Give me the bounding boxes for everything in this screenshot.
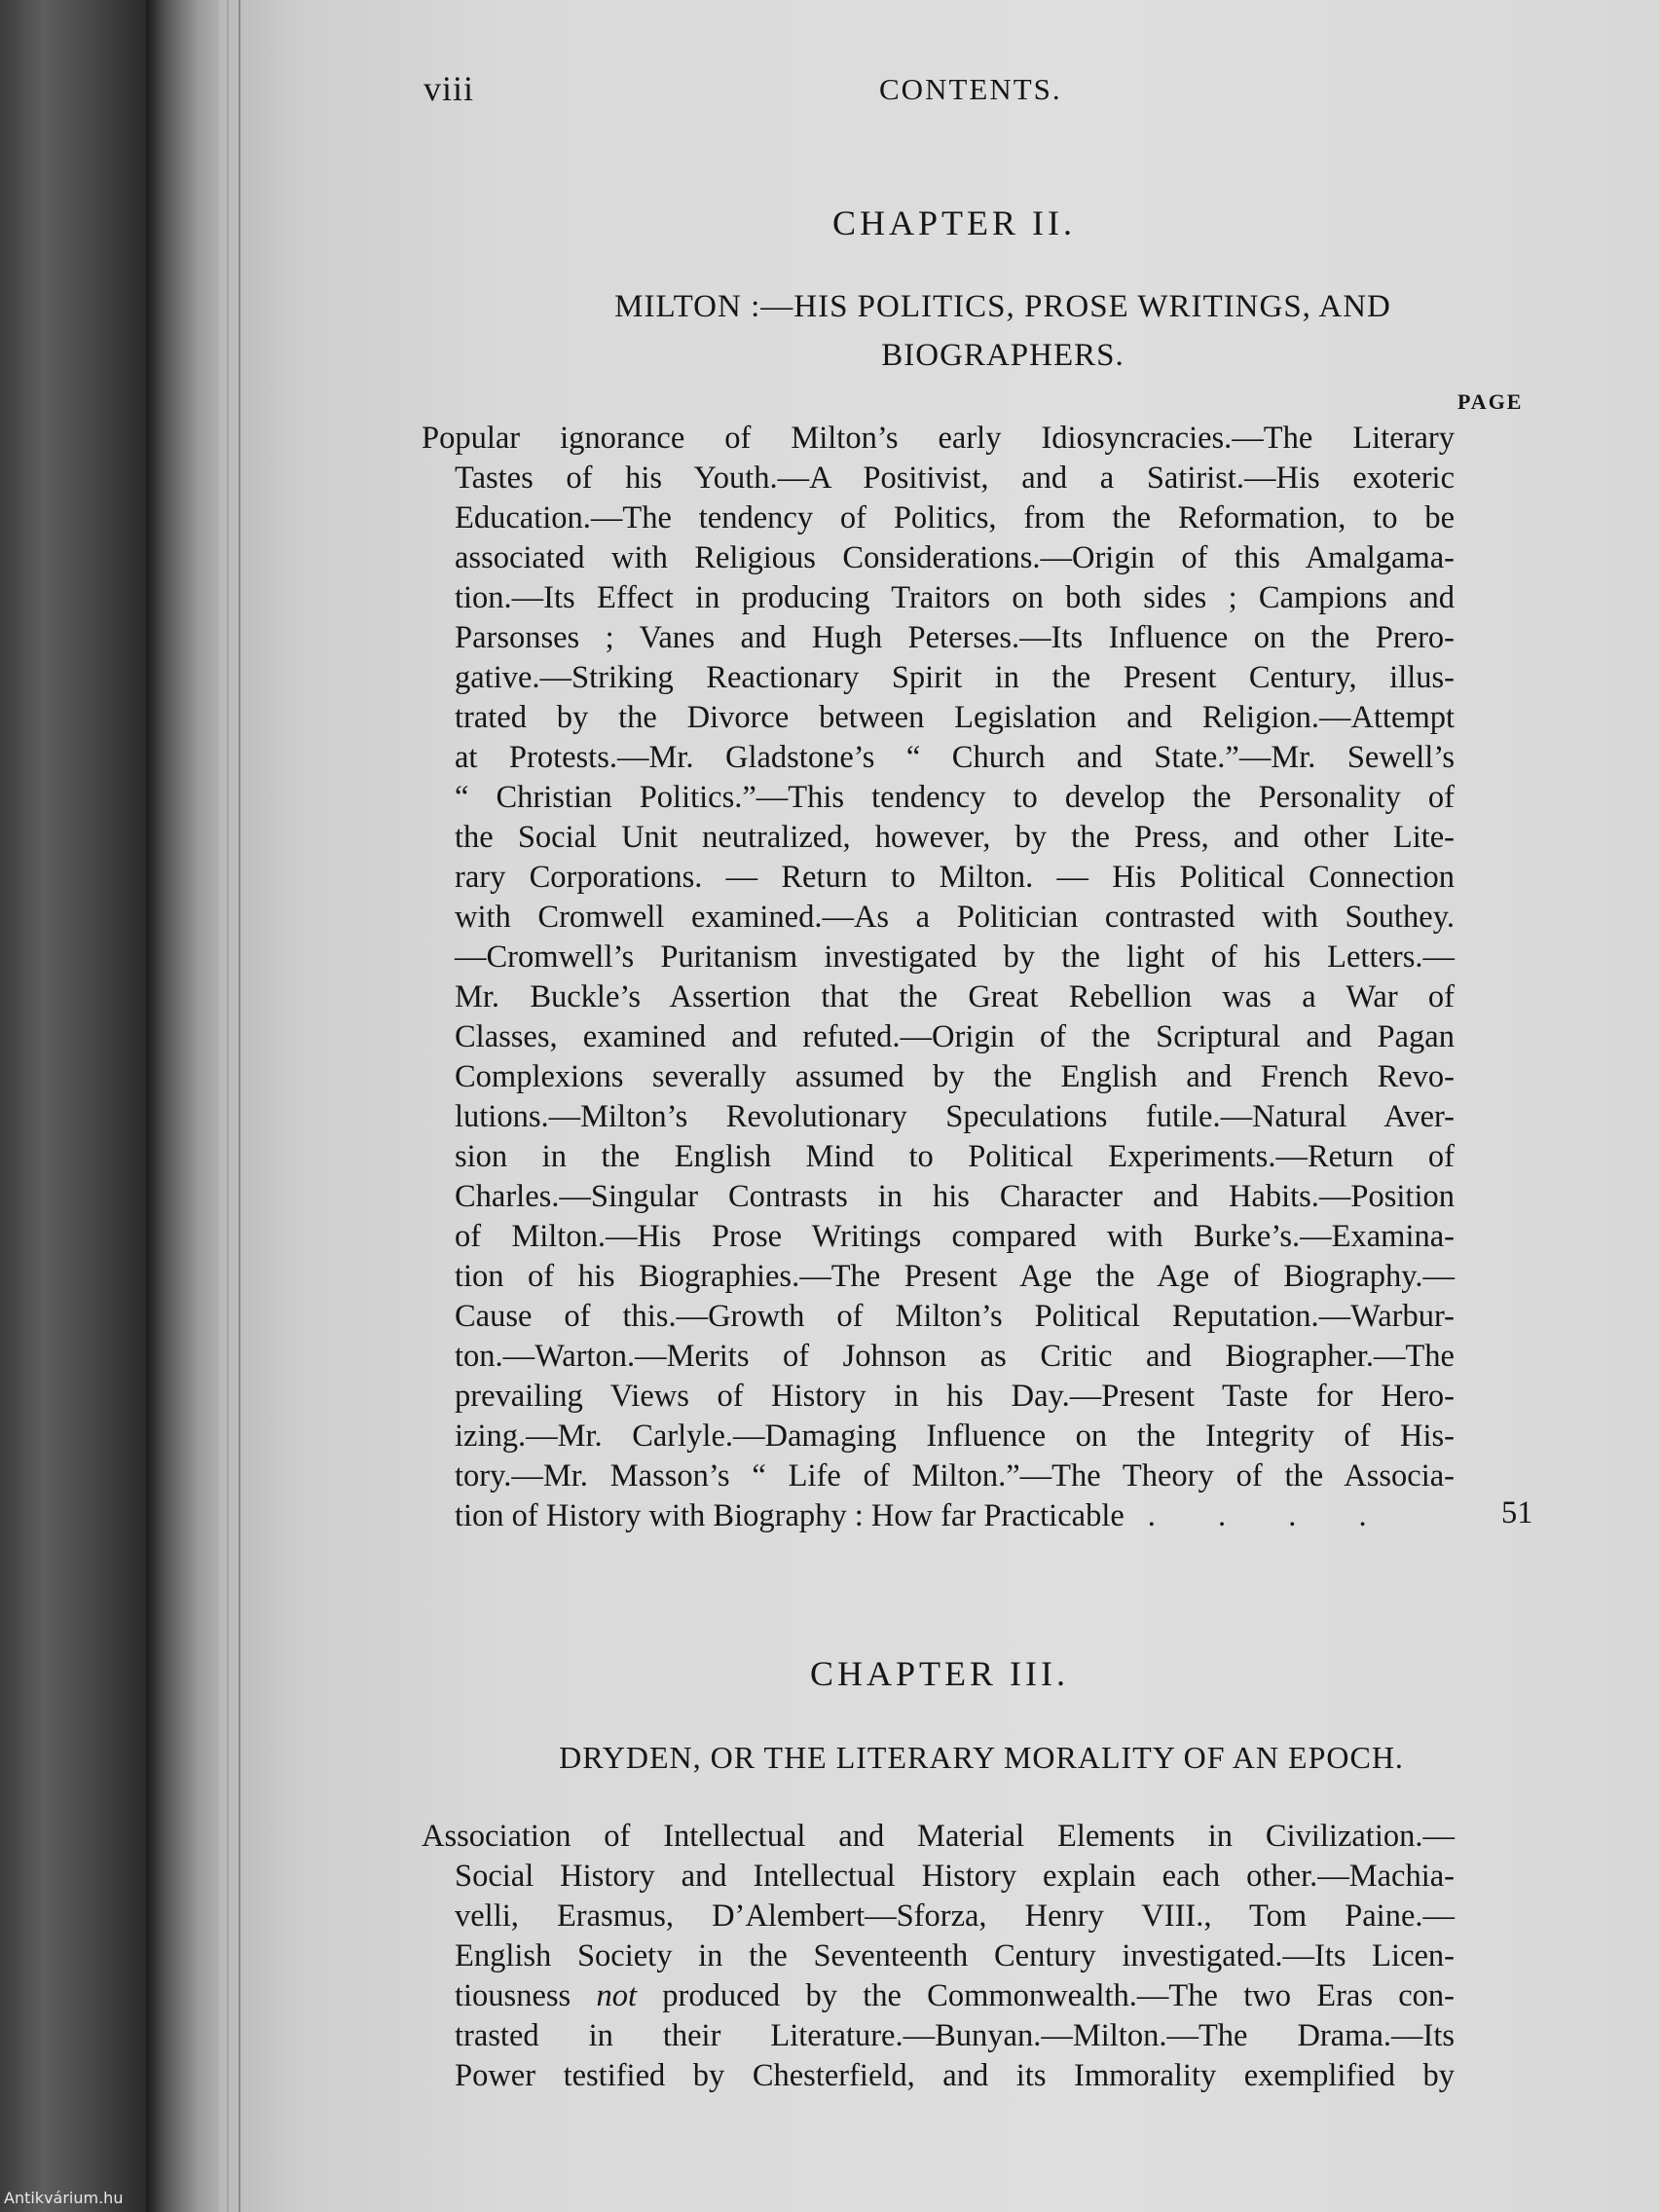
synopsis-line: Social History and Intellectual History explain each other.—Machia- [455, 1859, 1455, 1894]
synopsis-line: velli, Erasmus, D’Alembert—Sforza, Henry VIII., Tom Paine.— [455, 1899, 1455, 1934]
synopsis-line: at Protests.—Mr. Gladstone’s “ Church and State.”—Mr. Sewell’s [455, 740, 1455, 775]
synopsis-line: Mr. Buckle’s Assertion that the Great Rebellion was a War of [455, 979, 1455, 1014]
synopsis-line: tion of his Biographies.—The Present Age the Age of Biography.— [455, 1259, 1455, 1294]
synopsis-line: Education.—The tendency of Politics, from the Reformation, to be [455, 500, 1455, 535]
gutter-fold-line [227, 0, 229, 2212]
synopsis-line-text: produced by the Commonwealth.—The two Eras con- [636, 1978, 1455, 2013]
synopsis-line: Classes, examined and refuted.—Origin of the Scriptural and Pagan [455, 1019, 1455, 1054]
synopsis-line: “ Christian Politics.”—This tendency to develop the Personality of [455, 780, 1455, 815]
synopsis-line: of Milton.—His Prose Writings compared with Burke’s.—Examina- [455, 1219, 1455, 1254]
synopsis-line: ton.—Warton.—Merits of Johnson as Critic and Biographer.—The [455, 1339, 1455, 1374]
synopsis-line-text: tion of History with Biography : How far Practicable [455, 1498, 1124, 1533]
chapter-2-heading: CHAPTER II. [832, 203, 1076, 242]
synopsis-line: Association of Intellectual and Material Elements in Civilization.— [422, 1819, 1455, 1854]
chapter-2-title-line-2: BIOGRAPHERS. [881, 338, 1124, 373]
synopsis-line: trated by the Divorce between Legislation and Religion.—Attempt [455, 700, 1455, 735]
synopsis-line: Power testified by Chesterfield, and its Immorality exemplified by [455, 2058, 1455, 2093]
chapter-2-title [419, 282, 1587, 380]
synopsis-line: Charles.—Singular Contrasts in his Character and Habits.—Position [455, 1179, 1455, 1214]
chapter-2-synopsis [422, 419, 1659, 1536]
chapter-2-title-line-1: MILTON :—HIS POLITICS, PROSE WRITINGS, AND [614, 289, 1391, 324]
synopsis-line: English Society in the Seventeenth Century investigated.—Its Licen- [455, 1938, 1455, 1973]
gutter-fold-line [239, 0, 240, 2212]
book-page [219, 0, 1659, 2212]
synopsis-line: trasted in their Literature.—Bunyan.—Milton.—The Drama.—Its [455, 2018, 1455, 2053]
synopsis-line: Tastes of his Youth.—A Positivist, and a Satirist.—His exoteric [455, 461, 1455, 496]
chapter-2-page-number: 51 [1501, 1495, 1533, 1530]
watermark: Antikvárium.hu [4, 2189, 124, 2207]
synopsis-line: sion in the English Mind to Political Experiments.—Return of [455, 1139, 1455, 1174]
synopsis-line: associated with Religious Considerations.—Origin of this Amalgama- [455, 540, 1455, 575]
running-title: CONTENTS. [879, 72, 1062, 106]
synopsis-line: Popular ignorance of Milton’s early Idiosyncracies.—The Literary [422, 421, 1455, 456]
synopsis-line: rary Corporations. — Return to Milton. — His Political Connection [455, 860, 1455, 895]
synopsis-line: the Social Unit neutralized, however, by the Press, and other Lite- [455, 820, 1455, 855]
page-folio: viii [424, 69, 475, 108]
book-binding [0, 0, 146, 2212]
chapter-3-title: DRYDEN, OR THE LITERARY MORALITY OF AN EPOCH. [559, 1740, 1404, 1775]
running-head [219, 68, 1659, 117]
synopsis-line: tory.—Mr. Masson’s “ Life of Milton.”—The Theory of the Associa- [455, 1458, 1455, 1493]
dot-leaders: . . . . [1147, 1498, 1394, 1533]
synopsis-line: with Cromwell examined.—As a Politician contrasted with Southey. [455, 900, 1455, 935]
synopsis-line: gative.—Striking Reactionary Spirit in the Present Century, illus- [455, 660, 1455, 695]
synopsis-line: lutions.—Milton’s Revolutionary Speculations futile.—Natural Aver- [455, 1099, 1455, 1134]
synopsis-line: Complexions severally assumed by the English and French Revo- [455, 1059, 1455, 1094]
page-column-label: PAGE [1457, 389, 1524, 414]
synopsis-line: Cause of this.—Growth of Milton’s Political Reputation.—Warbur- [455, 1299, 1455, 1334]
synopsis-line: Parsonses ; Vanes and Hugh Peterses.—Its Influence on the Prero- [455, 620, 1455, 655]
chapter-3-synopsis [422, 1817, 1659, 2096]
synopsis-line: izing.—Mr. Carlyle.—Damaging Influence on the Integrity of His- [455, 1419, 1455, 1454]
synopsis-line [422, 1496, 1455, 1536]
synopsis-line: —Cromwell’s Puritanism investigated by the light of his Letters.— [455, 940, 1455, 975]
emphasis: not [596, 1978, 637, 2013]
synopsis-line-text: tiousness [455, 1978, 597, 2013]
synopsis-line [422, 1976, 1455, 2016]
synopsis-line: prevailing Views of History in his Day.—Present Taste for Hero- [455, 1379, 1455, 1414]
synopsis-line: tion.—Its Effect in producing Traitors on both sides ; Campions and [455, 580, 1455, 615]
chapter-3-heading: CHAPTER III. [810, 1654, 1069, 1693]
